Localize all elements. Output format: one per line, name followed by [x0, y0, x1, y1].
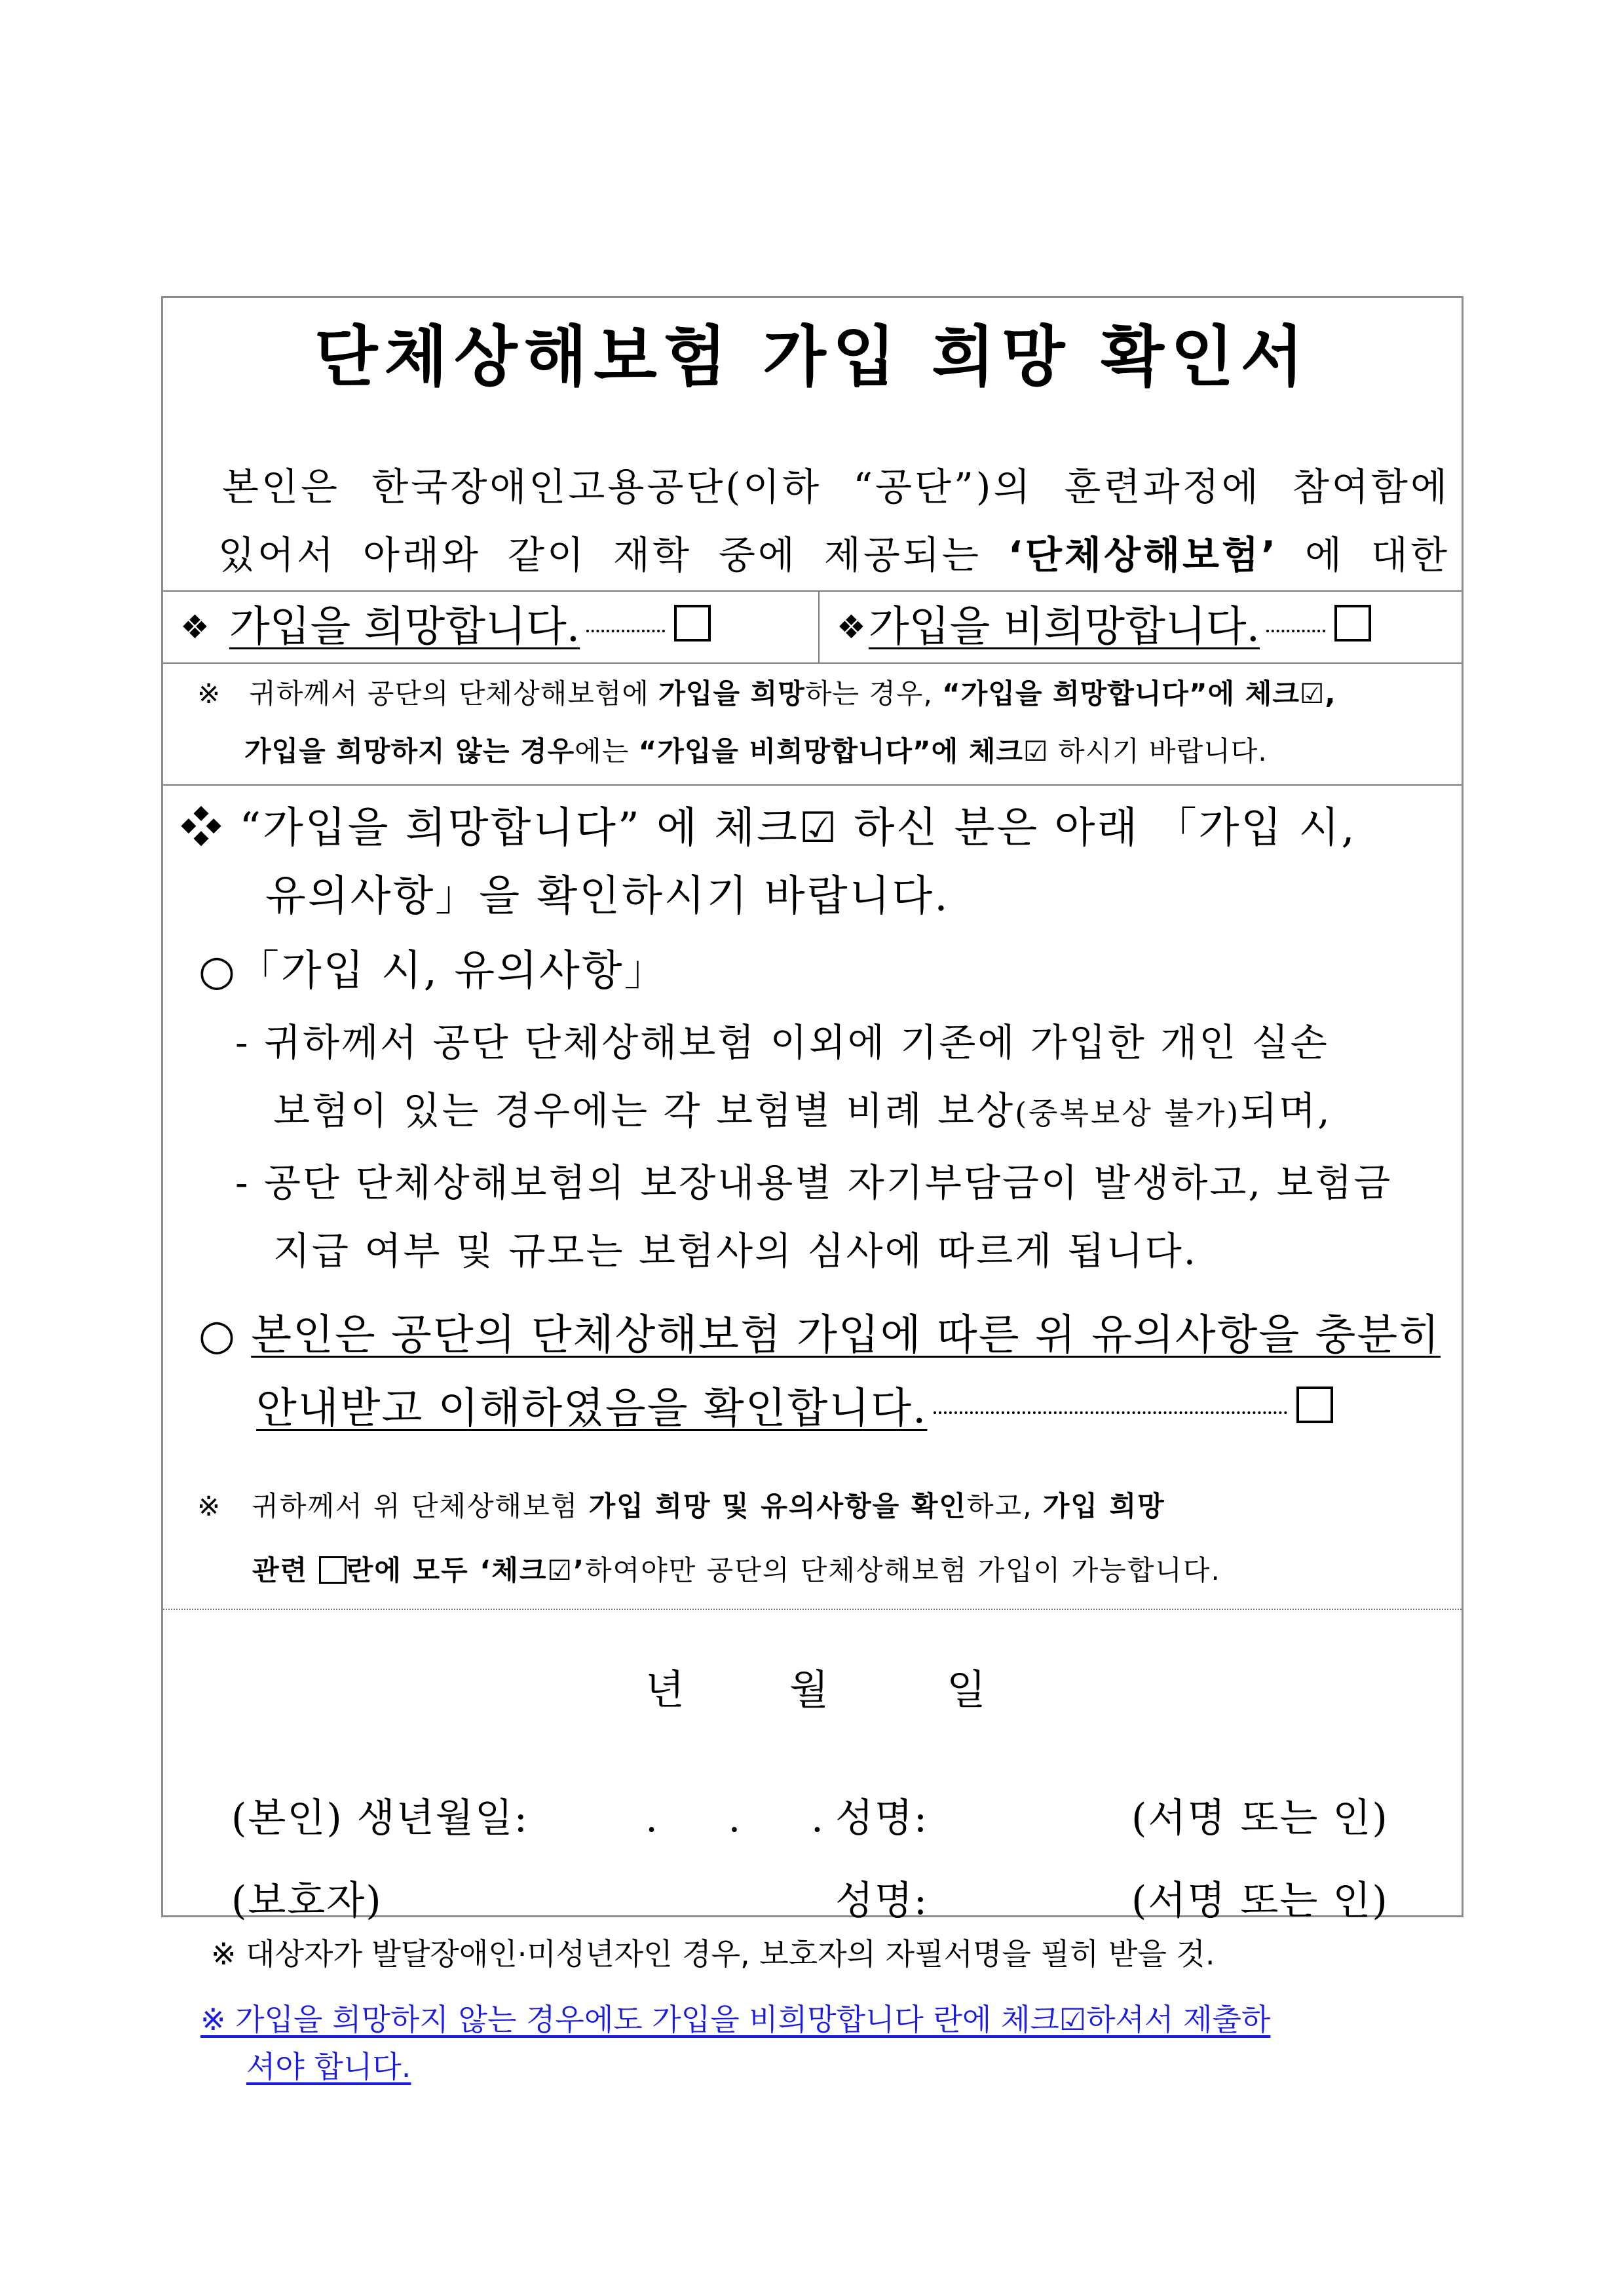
- checkbox-icon: [319, 1556, 347, 1584]
- birthdate-field[interactable]: . . .: [645, 1795, 825, 1841]
- date-day: 일: [947, 1666, 986, 1713]
- confirm-line-1: [198, 1299, 1441, 1371]
- join-label: 가입을 희망합니다.: [229, 603, 580, 651]
- note-bold: “가입을 희망합니다”에 체크☑,: [942, 678, 1336, 710]
- intro-line-1: 본인은 한국장애인고용공단(이하 “공단”)의 훈련과정에 참여함에: [222, 465, 1450, 509]
- final-note-line-2: [252, 1542, 1221, 1599]
- divider: [163, 590, 1462, 592]
- note-text: 하는 경우,: [804, 678, 943, 710]
- note-mark: ※: [197, 1490, 222, 1522]
- confirm-text: 본인은 공단의 단체상해보험 가입에 따른 위 유의사항을 충분히: [251, 1311, 1441, 1360]
- leader-dots: [586, 630, 665, 632]
- notice-line-1: ❖ “가입을 희망합니다” 에 체크☑ 하신 분은 아래 「가입 시,: [180, 804, 1357, 852]
- insurance-name: ‘단체상해보험’: [1008, 533, 1279, 577]
- note-text: 귀하께서 공단의 단체상해보험에: [249, 678, 659, 710]
- bullet-text-end: 되며,: [1240, 1088, 1332, 1133]
- caution-heading: ○「가입 시, 유의사항」: [198, 947, 668, 995]
- consent-form: [161, 296, 1463, 1924]
- final-note-line-1: [197, 1478, 1165, 1535]
- note-bold: “가입을 비희망합니다”에 체크☑: [638, 735, 1049, 767]
- circle-icon: ○: [198, 1311, 236, 1360]
- divider: [163, 662, 1462, 664]
- diamond-icon: ❖: [180, 608, 210, 646]
- footer-note-1: ※ 대상자가 발달장애인·미성년자인 경우, 보호자의 자필서명을 필히 받을 것.: [211, 1936, 1215, 1972]
- caution-bullet-1-line-2: [273, 1077, 1332, 1147]
- caution-bullet-2-line-1: - 공단 단체상해보험의 보장내용별 자기부담금이 발생하고, 보험금: [235, 1160, 1393, 1205]
- caution-bullet-2-line-2: 지급 여부 및 규모는 보험사의 심사에 따르게 됩니다.: [273, 1229, 1198, 1273]
- intro-text: 있어서 아래와 같이 재학 중에 제공되는: [218, 533, 1008, 577]
- confirm-checkbox[interactable]: [1296, 1387, 1333, 1423]
- footer-note-2-line-2: 셔야 합니다.: [246, 2049, 411, 2084]
- date-month: 월: [789, 1666, 829, 1713]
- intro-line-2: [218, 522, 1450, 588]
- note-mark: ※: [197, 678, 221, 710]
- divider: [163, 784, 1462, 786]
- note-text: 하여야만 공단의 단체상해보험 가입이 가능합니다.: [585, 1554, 1221, 1586]
- guardian-label: (보호자): [231, 1878, 383, 1924]
- note-bold: 가입을 희망하지 않는 경우: [244, 735, 575, 767]
- note-text: 하시기 바랍니다.: [1048, 735, 1268, 767]
- confirm-text: 안내받고 이해하였음을 확인합니다.: [256, 1385, 928, 1433]
- note-bold: 관련: [252, 1554, 319, 1586]
- note-text: 귀하께서 위 단체상해보험: [252, 1490, 589, 1522]
- diamond-icon: ❖: [837, 608, 866, 646]
- confirm-line-2[interactable]: [256, 1373, 1333, 1445]
- option-divider: [818, 590, 820, 662]
- instruction-note-line-1: [197, 665, 1336, 723]
- note-bold: 가입 희망: [1042, 1490, 1165, 1522]
- self-birthdate-label: (본인) 생년월일:: [231, 1795, 529, 1841]
- guardian-name-label: 성명:: [835, 1878, 929, 1924]
- leader-dots: [934, 1411, 1287, 1414]
- decline-label: 가입을 비희망합니다.: [868, 603, 1260, 651]
- divider: [163, 1609, 1462, 1610]
- leader-dots: [1266, 630, 1325, 632]
- note-text: 에는: [575, 735, 639, 767]
- footer-note-2-line-1: ※ 가입을 희망하지 않는 경우에도 가입을 비희망합니다 란에 체크☑하셔서 제출하: [200, 2002, 1271, 2037]
- instruction-note-line-2: [244, 723, 1268, 780]
- caution-bullet-1-line-1: - 귀하께서 공단 단체상해보험 이외에 기존에 가입한 개인 실손: [235, 1020, 1329, 1065]
- note-bold: 가입을 희망: [658, 678, 805, 710]
- notice-line-2: 유의사항」을 확인하시기 바랍니다.: [265, 872, 950, 921]
- join-checkbox[interactable]: [674, 605, 711, 641]
- bullet-text: 보험이 있는 경우에는 각 보험별 비례 보상: [273, 1088, 1015, 1133]
- decline-checkbox[interactable]: [1334, 605, 1371, 641]
- note-bold: 가입 희망 및 유의사항을 확인: [588, 1490, 967, 1522]
- self-sign-field[interactable]: (서명 또는 인): [1131, 1795, 1389, 1841]
- intro-text-end: 에 대한: [1278, 533, 1450, 577]
- decline-option[interactable]: [837, 594, 1459, 660]
- guardian-sign-field[interactable]: (서명 또는 인): [1131, 1878, 1389, 1924]
- join-option[interactable]: [180, 594, 809, 660]
- note-bold: 란에 모두 ‘체크☑’: [346, 1554, 586, 1586]
- date-year: 년: [645, 1666, 685, 1713]
- form-title: 단체상해보험 가입 희망 확인서: [314, 318, 1311, 395]
- bullet-small-text: (중복보상 불가): [1015, 1096, 1241, 1131]
- self-name-label: 성명:: [835, 1795, 929, 1841]
- note-text: 하고,: [966, 1490, 1043, 1522]
